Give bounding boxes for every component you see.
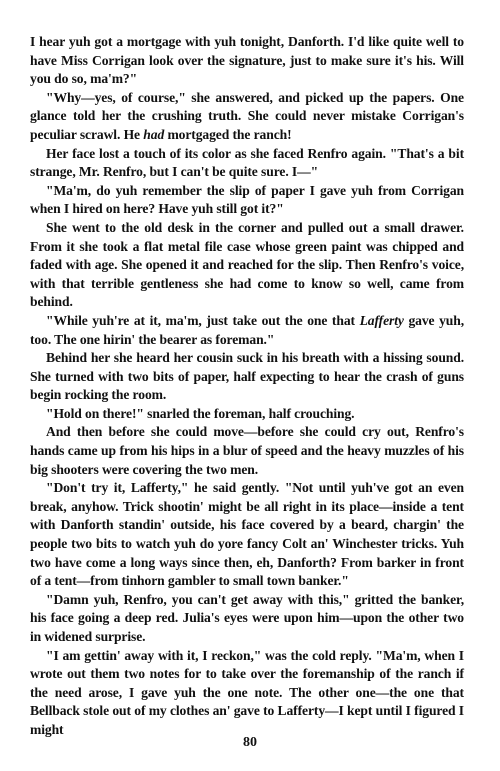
text-run: Her face lost a touch of its color as she faced Renfro again. "That's a bit strange, Mr. Renfro, but I can't be quite sure. I—" [30,145,464,180]
paragraph [30,33,464,89]
paragraph [30,145,464,182]
paragraph [30,312,464,349]
text-run: "Why—yes, of course," she answered, and picked up the papers. One glance told her the crushing truth. She could never mistake Corrigan's peculiar scrawl. He [30,89,464,142]
paragraph [30,591,464,647]
paragraph [30,423,464,479]
paragraph [30,182,464,219]
text-run: gave yuh, too. The one hirin' the bearer as foreman." [30,312,465,347]
text-run: Behind her she heard her cousin suck in his breath with a hissing sound. She turned with two bits of paper, half expecting to hear the crash of guns begin rocking the room. [30,350,464,403]
text-run: mortgaged the ranch! [164,126,292,142]
text-run: "Don't try it, Lafferty," he said gently. "Not until yuh've got an even break, anyhow. Trick shootin' might be all right in its place—inside a tent with Danforth standin' outside, his face covered by a beard, chargin' the people two bits to watch yuh do yore fancy Colt an' Winchester tricks. Yuh two have come a long ways since then, eh, Danforth? From barker in front of a tent—from tinhorn gambler to small town banker." [30,480,464,589]
paragraph [30,349,464,405]
paragraph [30,219,464,312]
italic-text: Lafferty [359,312,404,328]
text-run: "While yuh're at it, ma'm, just take out the one that [46,312,360,328]
page-number: 80 [243,735,257,750]
text-run: And then before she could move—before she could cry out, Renfro's hands came up from his hips in a blur of speed and the heavy muzzles of his big shooters were covering the two men. [30,424,464,477]
text-run: "I am gettin' away with it, I reckon," was the cold reply. "Ma'm, when I wrote out them two notes for to take over the foremanship of the ranch if the need arose, I gave yuh the one note. The other one—the one that Bellback stole out of my clothes an' gave to Lafferty—I kept until I figured I might [30,647,464,737]
text-run: "Damn yuh, Renfro, you can't get away with this," gritted the banker, his face going a deep red. Julia's eyes were upon him—upon the other two in widened surprise. [30,591,464,644]
text-run: "Ma'm, do yuh remember the slip of paper I gave yuh from Corrigan when I hired on here? Have yuh still got it?" [30,182,464,217]
italic-text: had [143,126,165,142]
paragraph [30,405,464,424]
paragraph [30,479,464,591]
text-run: I hear yuh got a mortgage with yuh tonight, Danforth. I'd like quite well to have Miss Corrigan look over the signature, just to make sure it's his. Will you do so, ma'm?" [30,34,464,87]
text-run: She went to the old desk in the corner and pulled out a small drawer. From it she took a flat metal file case whose green paint was chipped and faded with age. She opened it and reached for the slip. Then Renfro's voice, with that terrible gentleness she had come to know so well, came from behind. [30,219,464,310]
paragraph [30,89,464,145]
page-body-text [30,33,464,740]
text-run: "Hold on there!" snarled the foreman, half crouching. [46,405,355,421]
paragraph [30,647,464,740]
